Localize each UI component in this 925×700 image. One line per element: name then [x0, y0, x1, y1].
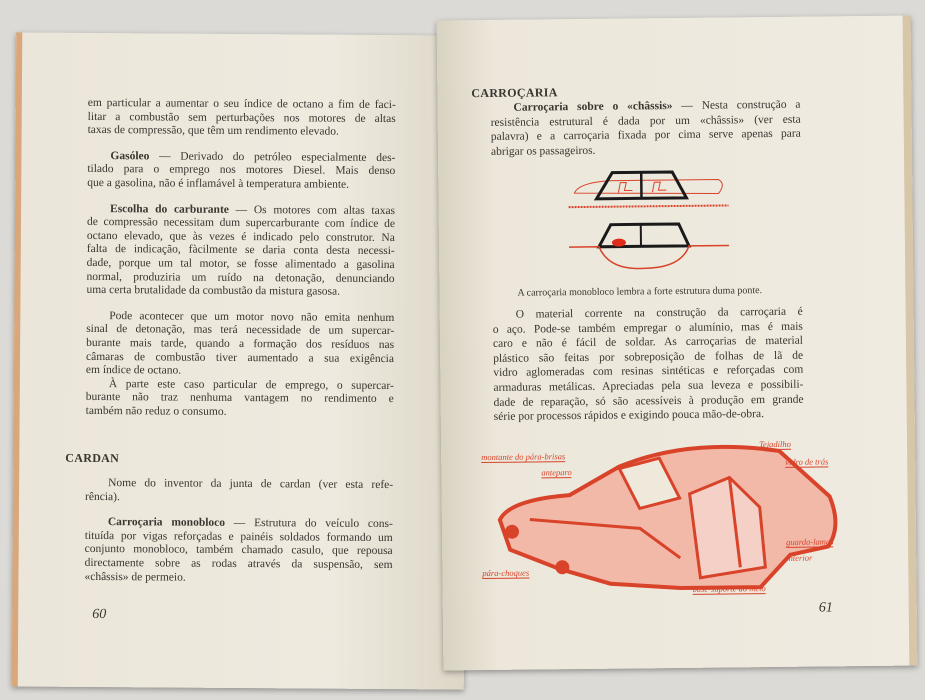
text-line: falta de indicação, fàcilmente se daria conta desta necessi-	[86, 243, 395, 258]
text-line: série por processos rápidos e exigindo pouca mão-de-obra.	[493, 408, 764, 424]
text-line: taxas de compressão, que têm um rendimento elevado.	[87, 124, 339, 138]
text-line: Gasóleo — Derivado do petróleo especialmente des-	[110, 149, 396, 164]
text-line: tituída por vigas reforçadas e painéis soldados formando um	[84, 529, 393, 544]
text-line: em índice de octano.	[85, 364, 182, 377]
left-page	[12, 32, 469, 689]
left-text-bottom	[84, 477, 393, 598]
text-line: conjunto monobloco, também chamado casulo, que repousa	[84, 543, 393, 558]
page-number: 61	[818, 600, 833, 616]
section-heading-cardan: CARDAN	[65, 450, 120, 466]
text-line: resistência estrutural é dada por um «châssis» (ver esta	[490, 113, 801, 129]
text-line: dade, porque um tal motor, se fosse alimentado a gasolina	[86, 256, 395, 272]
text-line: Escolha do carburante — Os motores com altas taxas	[110, 202, 396, 217]
label-inner-fender-2: interior	[786, 552, 813, 563]
term-heading: Carroçaria monobloco	[107, 516, 226, 530]
text-line: litar a combustão sem perturbações nos motores de altas	[87, 110, 396, 125]
text-line: Carroçaria monobloco — Estrutura do veículo cons-	[107, 516, 393, 531]
section-heading-carrocaria: CARROÇARIA	[471, 85, 558, 101]
text-line: octano elevado, que às vezes é indicado pelo construtor. Na	[86, 229, 395, 244]
text-line: À parte este caso particular de emprego, o supercar-	[108, 377, 394, 392]
bridge-illustration	[569, 223, 729, 269]
right-text-middle	[493, 305, 804, 437]
text-line: normal, produziria um ruído na detonação, denunciando	[86, 270, 395, 285]
text-line: rência).	[85, 490, 120, 503]
text-line: vidro aglomeradas com resinas sintéticas e reforçadas com	[493, 364, 804, 380]
paragraph	[87, 150, 395, 193]
text-line: plástico são feitas por sobreposição de folhas de lã de	[493, 349, 804, 365]
paragraph	[493, 305, 804, 425]
paragraph	[85, 477, 393, 506]
text-line: burante mais tarde, quando a formação dos resíduos nas	[86, 336, 395, 351]
term-heading: Gasóleo	[110, 149, 150, 163]
paragraph	[88, 97, 396, 140]
text-line: dade de reparação, só são acessíveis à produção em grande	[493, 393, 804, 409]
paragraph	[86, 310, 394, 380]
left-text-top	[86, 97, 396, 433]
text-line: também não reduz o consumo.	[85, 404, 227, 418]
text-line: tilado para o emprego nos motores Diesel. Mais denso	[87, 163, 396, 178]
text-line: Pode acontecer que um motor novo não emita nenhum	[109, 309, 395, 324]
text-line: armaduras metálicas. Apreciadas pela sua leveza e possibili-	[493, 378, 804, 394]
text-line: O material corrente na construção da carroçaria é	[515, 305, 803, 321]
figure-caption: A carroçaria monobloco lembra a forte estrutura duma ponte.	[517, 285, 763, 299]
paragraph	[490, 98, 801, 160]
paragraph	[86, 202, 395, 299]
label-roof: Tejadilho	[759, 438, 791, 450]
text-line: Carroçaria sobre o «châssis» — Nesta construção a	[513, 98, 801, 114]
right-text-top	[490, 98, 801, 172]
text-line: directamente sobre as rodas através da suspensão, sem	[84, 556, 393, 572]
label-bumper: pára-choques	[482, 567, 530, 579]
label-windshield-pillar: montante do pára-brisas	[481, 451, 566, 463]
page-number: 60	[92, 606, 107, 623]
car-on-chassis-illustration	[568, 171, 728, 207]
text-line: Nome do inventor da junta de cardan (ver esta refe-	[108, 477, 394, 492]
chassis-vs-monobloc-diagram	[568, 163, 729, 275]
text-line: câmaras de combustão tiver aumentado a sua exigência	[85, 350, 395, 365]
label-bulkhead: anteparo	[541, 467, 572, 478]
text-line: que a gasolina, não é inflamável à temperatura ambiente.	[87, 176, 350, 191]
paragraph	[84, 516, 392, 586]
text-line: palavra) e a carroçaria fixada por cima serve apenas para	[490, 127, 801, 144]
text-line: uma certa brutalidade da combustão da mistura gasosa.	[86, 284, 341, 298]
text-line: de compressão necessitam dum supercarburante com índice de	[86, 216, 396, 231]
text-line: burante não traz nenhuma vantagem no rendimento e	[85, 391, 394, 406]
text-line: sinal de detonação, mas terá necessidade de um supercar-	[86, 323, 395, 338]
paragraph	[86, 378, 394, 421]
label-rear-glass: vidro de trás	[785, 456, 829, 467]
label-inner-fender: guarda-lamas	[786, 536, 834, 547]
label-center-support: base-suporte do meio	[692, 583, 766, 594]
term-heading: Escolha do carburante	[110, 202, 229, 216]
right-page	[437, 16, 918, 671]
text-line: caro e não é fácil de soldar. As carroçarias de material	[492, 334, 804, 351]
text-line: em particular a aumentar o seu índice de octano a fim de faci-	[87, 96, 396, 112]
text-line: o aço. Pode-se também empregar o alumínio, mas é mais	[492, 320, 803, 336]
text-line: abrigar os passageiros.	[490, 144, 596, 158]
text-line: «châssis» de permeio.	[84, 570, 186, 584]
term-heading: Carroçaria sobre o «châssis»	[513, 100, 673, 114]
